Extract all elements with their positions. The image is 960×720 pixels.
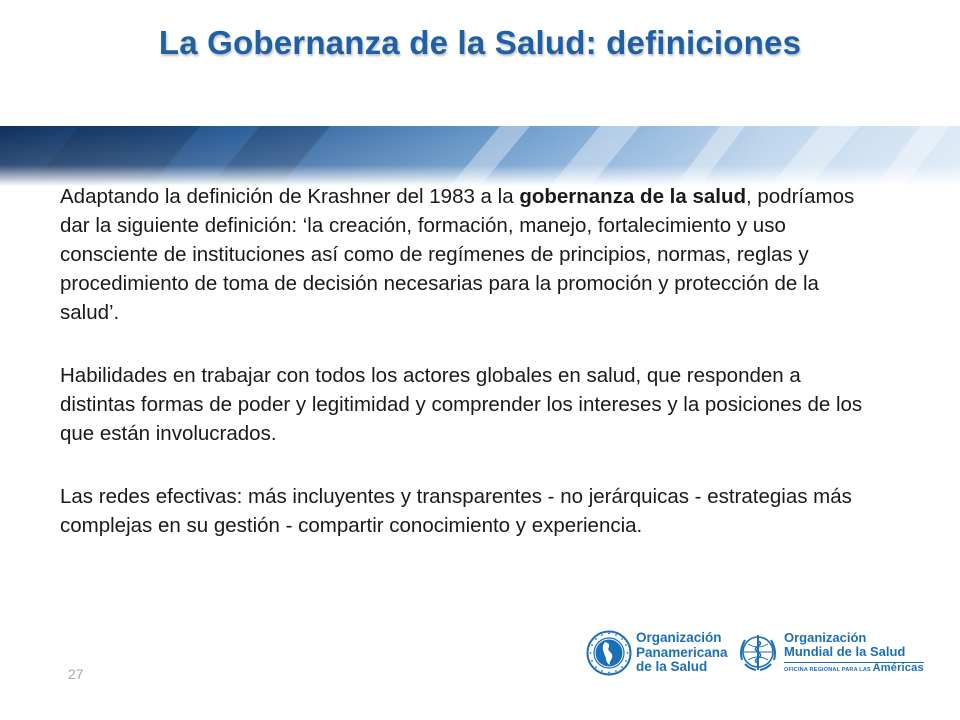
paho-name-line1: Organización (636, 630, 722, 646)
slide-body (60, 182, 880, 574)
slide-title: La Gobernanza de la Salud: definiciones (158, 24, 802, 61)
who-regional-office (784, 662, 924, 674)
paragraph-definition-text-end: , podríamos dar la siguiente definición: ‘la creación, formación, manejo, fortalecimiento y uso consciente de instituciones así como de regímenes de principios, normas, reglas y procedimiento de toma de decisión necesarias para la promoción y protección de la salud’. (60, 185, 855, 324)
who-region-name: Américas (872, 661, 924, 674)
who-wordmark (784, 631, 924, 674)
paho-emblem-icon (586, 630, 632, 676)
page-number: 27 (68, 666, 84, 682)
paragraph-definition-text-start: Adaptando la definición de Krashner del 1983 a la (60, 185, 520, 208)
paho-logo (586, 630, 728, 676)
paragraph-skills: Habilidades en trabajar con todos los actores globales en salud, que responden a distintas formas de poder y legitimidad y comprender los intereses y la posiciones de los que están involucrados. (60, 364, 863, 445)
paragraph-networks: Las redes efectivas: más incluyentes y transparentes - no jerárquicas - estrategias más complejas en su gestión - compartir conocimiento y experiencia. (60, 485, 852, 537)
who-regional-office-label: OFICINA REGIONAL PARA LAS (784, 666, 871, 673)
paragraph-definition-emphasis: gobernanza de la salud (519, 185, 747, 208)
who-emblem-icon (736, 630, 780, 674)
who-name-line2: Mundial de la Salud (784, 644, 906, 659)
paragraph-definition (60, 182, 880, 327)
who-logo (736, 630, 924, 674)
header-banner (0, 126, 960, 186)
who-name-line1: Organización (784, 629, 867, 645)
paho-wordmark (636, 631, 728, 675)
paho-name-line3: de la Salud (636, 659, 708, 675)
paho-name-line2: Panamericana (636, 644, 728, 660)
